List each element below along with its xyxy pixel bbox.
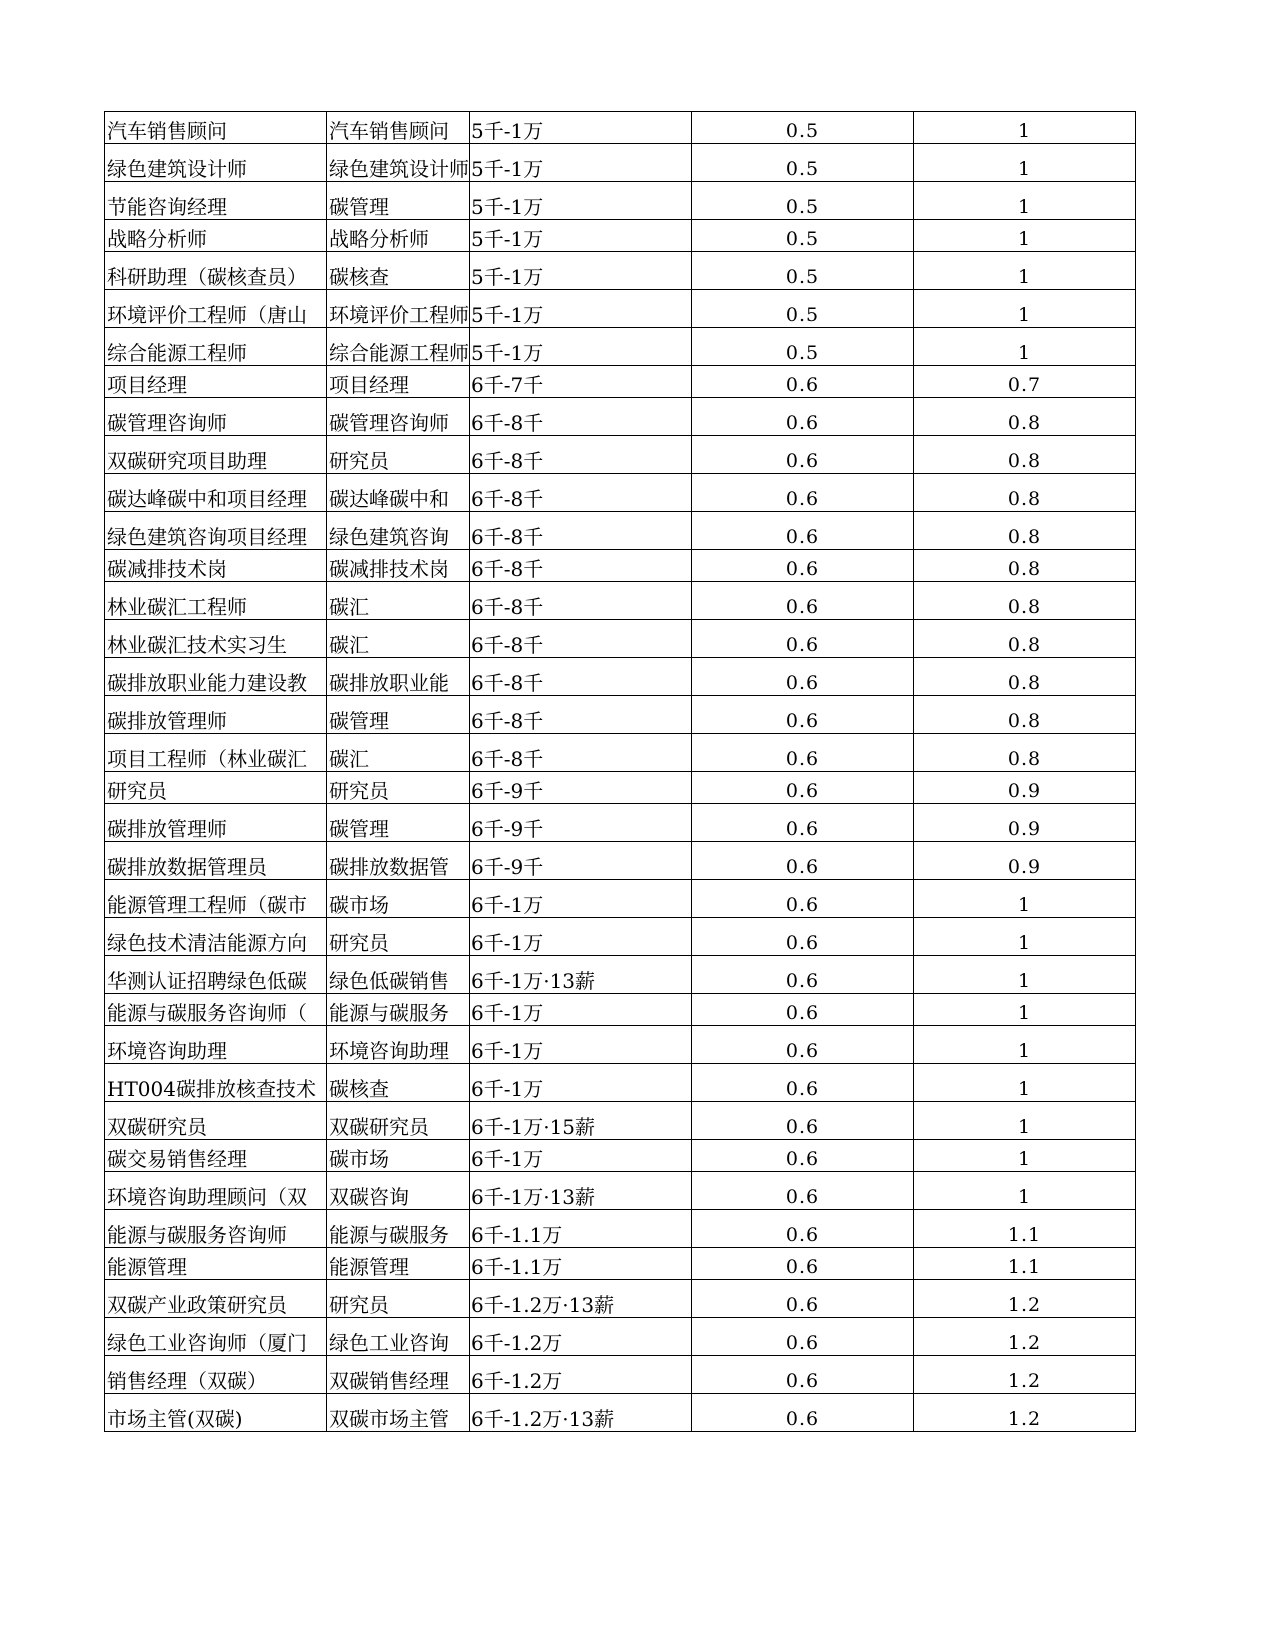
salary-range-cell: 6千-1万 — [470, 880, 692, 918]
category-cell: 绿色建筑设计师 — [327, 144, 470, 182]
salary-range-cell: 6千-8千 — [470, 658, 692, 696]
table-row — [105, 582, 1136, 620]
table-row — [105, 1102, 1136, 1140]
salary-range-cell: 6千-1万 — [470, 918, 692, 956]
salary-high-cell: 0.8 — [914, 474, 1136, 512]
category-cell: 能源与碳服务 — [327, 1210, 470, 1248]
salary-low-cell: 0.6 — [692, 842, 914, 880]
salary-range-cell: 6千-1.2万·13薪 — [470, 1394, 692, 1432]
job-title-cell: 能源管理 — [105, 1248, 327, 1280]
salary-low-cell: 0.5 — [692, 252, 914, 290]
category-cell: 汽车销售顾问 — [327, 112, 470, 144]
job-title-cell: 环境评价工程师（唐山 — [105, 290, 327, 328]
table-row — [105, 772, 1136, 804]
salary-high-cell: 1 — [914, 956, 1136, 994]
category-cell: 碳管理 — [327, 182, 470, 220]
salary-high-cell: 1 — [914, 1140, 1136, 1172]
salary-low-cell: 0.6 — [692, 658, 914, 696]
salary-low-cell: 0.6 — [692, 804, 914, 842]
salary-range-cell: 6千-1万·13薪 — [470, 1172, 692, 1210]
category-cell: 综合能源工程师 — [327, 328, 470, 366]
job-title-cell: 销售经理（双碳） — [105, 1356, 327, 1394]
table-row — [105, 880, 1136, 918]
salary-high-cell: 1 — [914, 880, 1136, 918]
salary-low-cell: 0.6 — [692, 696, 914, 734]
table-row — [105, 1394, 1136, 1432]
salary-range-cell: 6千-8千 — [470, 696, 692, 734]
job-title-cell: 绿色建筑设计师 — [105, 144, 327, 182]
table-row — [105, 956, 1136, 994]
salary-high-cell: 0.8 — [914, 436, 1136, 474]
salary-high-cell: 0.8 — [914, 734, 1136, 772]
category-cell: 碳管理 — [327, 696, 470, 734]
salary-range-cell: 6千-1.2万 — [470, 1356, 692, 1394]
table-row — [105, 290, 1136, 328]
job-title-cell: 碳管理咨询师 — [105, 398, 327, 436]
salary-low-cell: 0.6 — [692, 1102, 914, 1140]
job-title-cell: 双碳研究员 — [105, 1102, 327, 1140]
category-cell: 碳管理 — [327, 804, 470, 842]
table-row — [105, 328, 1136, 366]
salary-range-cell: 6千-1万 — [470, 1026, 692, 1064]
salary-range-cell: 6千-9千 — [470, 772, 692, 804]
job-title-cell: 市场主管(双碳) — [105, 1394, 327, 1432]
salary-low-cell: 0.6 — [692, 1394, 914, 1432]
salary-low-cell: 0.5 — [692, 112, 914, 144]
job-title-cell: 节能咨询经理 — [105, 182, 327, 220]
salary-low-cell: 0.6 — [692, 1280, 914, 1318]
salary-range-cell: 6千-8千 — [470, 620, 692, 658]
salary-low-cell: 0.6 — [692, 1026, 914, 1064]
category-cell: 绿色低碳销售 — [327, 956, 470, 994]
category-cell: 战略分析师 — [327, 220, 470, 252]
salary-low-cell: 0.6 — [692, 620, 914, 658]
job-title-cell: 碳排放管理师 — [105, 696, 327, 734]
salary-low-cell: 0.6 — [692, 1172, 914, 1210]
category-cell: 碳核查 — [327, 1064, 470, 1102]
salary-high-cell: 1 — [914, 112, 1136, 144]
table-row — [105, 512, 1136, 550]
job-title-cell: 项目工程师（林业碳汇 — [105, 734, 327, 772]
job-title-cell: 综合能源工程师 — [105, 328, 327, 366]
salary-range-cell: 6千-1.1万 — [470, 1210, 692, 1248]
salary-high-cell: 1.1 — [914, 1210, 1136, 1248]
category-cell: 碳管理咨询师 — [327, 398, 470, 436]
salary-low-cell: 0.5 — [692, 328, 914, 366]
job-title-cell: 碳减排技术岗 — [105, 550, 327, 582]
salary-range-cell: 6千-1.2万·13薪 — [470, 1280, 692, 1318]
category-cell: 环境咨询助理 — [327, 1026, 470, 1064]
salary-range-cell: 6千-8千 — [470, 436, 692, 474]
category-cell: 双碳咨询 — [327, 1172, 470, 1210]
job-title-cell: 双碳研究项目助理 — [105, 436, 327, 474]
table-row — [105, 182, 1136, 220]
job-title-cell: 碳排放管理师 — [105, 804, 327, 842]
salary-range-cell: 6千-8千 — [470, 474, 692, 512]
category-cell: 碳市场 — [327, 1140, 470, 1172]
salary-high-cell: 1 — [914, 220, 1136, 252]
salary-low-cell: 0.6 — [692, 550, 914, 582]
job-title-cell: 能源管理工程师（碳市 — [105, 880, 327, 918]
salary-low-cell: 0.6 — [692, 1248, 914, 1280]
job-title-cell: 华测认证招聘绿色低碳 — [105, 956, 327, 994]
salary-low-cell: 0.6 — [692, 398, 914, 436]
salary-low-cell: 0.6 — [692, 734, 914, 772]
table-row — [105, 220, 1136, 252]
salary-low-cell: 0.6 — [692, 366, 914, 398]
salary-high-cell: 1 — [914, 182, 1136, 220]
category-cell: 碳核查 — [327, 252, 470, 290]
category-cell: 碳达峰碳中和 — [327, 474, 470, 512]
salary-low-cell: 0.5 — [692, 144, 914, 182]
table-row — [105, 994, 1136, 1026]
salary-high-cell: 1 — [914, 994, 1136, 1026]
category-cell: 项目经理 — [327, 366, 470, 398]
table-row — [105, 366, 1136, 398]
salary-high-cell: 1.2 — [914, 1394, 1136, 1432]
salary-range-cell: 5千-1万 — [470, 182, 692, 220]
table-row — [105, 1210, 1136, 1248]
table-row — [105, 1318, 1136, 1356]
category-cell: 碳汇 — [327, 582, 470, 620]
salary-range-cell: 6千-7千 — [470, 366, 692, 398]
salary-table — [104, 111, 1136, 1432]
table-row — [105, 658, 1136, 696]
category-cell: 研究员 — [327, 918, 470, 956]
category-cell: 双碳市场主管 — [327, 1394, 470, 1432]
salary-range-cell: 6千-1万 — [470, 1140, 692, 1172]
table-row — [105, 398, 1136, 436]
category-cell: 研究员 — [327, 436, 470, 474]
job-title-cell: 碳排放数据管理员 — [105, 842, 327, 880]
table-body — [105, 112, 1136, 1432]
salary-range-cell: 6千-9千 — [470, 804, 692, 842]
salary-range-cell: 6千-1万·13薪 — [470, 956, 692, 994]
salary-low-cell: 0.6 — [692, 1140, 914, 1172]
job-title-cell: 项目经理 — [105, 366, 327, 398]
salary-high-cell: 0.8 — [914, 620, 1136, 658]
salary-high-cell: 0.8 — [914, 658, 1136, 696]
salary-high-cell: 1.2 — [914, 1356, 1136, 1394]
salary-low-cell: 0.6 — [692, 772, 914, 804]
salary-range-cell: 6千-8千 — [470, 550, 692, 582]
salary-range-cell: 5千-1万 — [470, 252, 692, 290]
salary-range-cell: 6千-1.2万 — [470, 1318, 692, 1356]
job-title-cell: HT004碳排放核查技术 — [105, 1064, 327, 1102]
salary-range-cell: 5千-1万 — [470, 290, 692, 328]
salary-high-cell: 1 — [914, 1172, 1136, 1210]
salary-low-cell: 0.6 — [692, 994, 914, 1026]
table-row — [105, 804, 1136, 842]
job-title-cell: 汽车销售顾问 — [105, 112, 327, 144]
job-title-cell: 研究员 — [105, 772, 327, 804]
salary-range-cell: 6千-1万 — [470, 1064, 692, 1102]
salary-high-cell: 0.7 — [914, 366, 1136, 398]
salary-high-cell: 1 — [914, 328, 1136, 366]
table-row — [105, 1026, 1136, 1064]
job-title-cell: 环境咨询助理顾问（双 — [105, 1172, 327, 1210]
salary-low-cell: 0.6 — [692, 582, 914, 620]
category-cell: 碳汇 — [327, 734, 470, 772]
category-cell: 研究员 — [327, 1280, 470, 1318]
category-cell: 碳市场 — [327, 880, 470, 918]
salary-high-cell: 1 — [914, 1026, 1136, 1064]
salary-range-cell: 6千-8千 — [470, 734, 692, 772]
job-title-cell: 林业碳汇技术实习生 — [105, 620, 327, 658]
salary-high-cell: 1 — [914, 1102, 1136, 1140]
salary-low-cell: 0.6 — [692, 918, 914, 956]
salary-high-cell: 1 — [914, 290, 1136, 328]
job-title-cell: 绿色工业咨询师（厦门 — [105, 1318, 327, 1356]
salary-high-cell: 0.9 — [914, 842, 1136, 880]
salary-range-cell: 6千-1万 — [470, 994, 692, 1026]
salary-low-cell: 0.6 — [692, 512, 914, 550]
salary-high-cell: 1 — [914, 252, 1136, 290]
category-cell: 碳减排技术岗 — [327, 550, 470, 582]
salary-low-cell: 0.5 — [692, 182, 914, 220]
salary-high-cell: 0.8 — [914, 550, 1136, 582]
salary-range-cell: 5千-1万 — [470, 220, 692, 252]
category-cell: 环境评价工程师 — [327, 290, 470, 328]
salary-low-cell: 0.6 — [692, 1064, 914, 1102]
table-row — [105, 734, 1136, 772]
salary-high-cell: 0.9 — [914, 804, 1136, 842]
salary-low-cell: 0.6 — [692, 880, 914, 918]
category-cell: 能源与碳服务 — [327, 994, 470, 1026]
table-row — [105, 1356, 1136, 1394]
salary-low-cell: 0.6 — [692, 474, 914, 512]
table-row — [105, 474, 1136, 512]
table-row — [105, 696, 1136, 734]
table-row — [105, 436, 1136, 474]
table-row — [105, 620, 1136, 658]
salary-range-cell: 6千-9千 — [470, 842, 692, 880]
salary-range-cell: 5千-1万 — [470, 328, 692, 366]
salary-range-cell: 5千-1万 — [470, 144, 692, 182]
salary-high-cell: 1 — [914, 918, 1136, 956]
job-title-cell: 科研助理（碳核查员） — [105, 252, 327, 290]
table-row — [105, 1140, 1136, 1172]
category-cell: 双碳销售经理 — [327, 1356, 470, 1394]
table-row — [105, 252, 1136, 290]
salary-low-cell: 0.5 — [692, 220, 914, 252]
job-title-cell: 能源与碳服务咨询师 — [105, 1210, 327, 1248]
table-row — [105, 112, 1136, 144]
salary-range-cell: 6千-1.1万 — [470, 1248, 692, 1280]
job-title-cell: 绿色技术清洁能源方向 — [105, 918, 327, 956]
category-cell: 双碳研究员 — [327, 1102, 470, 1140]
table-row — [105, 1248, 1136, 1280]
category-cell: 能源管理 — [327, 1248, 470, 1280]
salary-high-cell: 0.8 — [914, 512, 1136, 550]
salary-range-cell: 6千-1万·15薪 — [470, 1102, 692, 1140]
salary-low-cell: 0.6 — [692, 436, 914, 474]
salary-low-cell: 0.6 — [692, 1318, 914, 1356]
table-row — [105, 550, 1136, 582]
salary-low-cell: 0.6 — [692, 1210, 914, 1248]
salary-range-cell: 6千-8千 — [470, 582, 692, 620]
category-cell: 碳排放职业能 — [327, 658, 470, 696]
category-cell: 绿色建筑咨询 — [327, 512, 470, 550]
job-title-cell: 战略分析师 — [105, 220, 327, 252]
job-title-cell: 碳达峰碳中和项目经理 — [105, 474, 327, 512]
salary-low-cell: 0.5 — [692, 290, 914, 328]
category-cell: 研究员 — [327, 772, 470, 804]
category-cell: 碳汇 — [327, 620, 470, 658]
salary-high-cell: 1 — [914, 1064, 1136, 1102]
table-row — [105, 842, 1136, 880]
salary-high-cell: 0.9 — [914, 772, 1136, 804]
salary-high-cell: 0.8 — [914, 398, 1136, 436]
salary-range-cell: 6千-8千 — [470, 398, 692, 436]
table-row — [105, 1280, 1136, 1318]
table-row — [105, 144, 1136, 182]
table-row — [105, 1172, 1136, 1210]
salary-high-cell: 1.1 — [914, 1248, 1136, 1280]
job-title-cell: 双碳产业政策研究员 — [105, 1280, 327, 1318]
category-cell: 碳排放数据管 — [327, 842, 470, 880]
job-title-cell: 环境咨询助理 — [105, 1026, 327, 1064]
job-title-cell: 能源与碳服务咨询师（ — [105, 994, 327, 1026]
job-title-cell: 碳交易销售经理 — [105, 1140, 327, 1172]
salary-range-cell: 5千-1万 — [470, 112, 692, 144]
job-title-cell: 林业碳汇工程师 — [105, 582, 327, 620]
job-title-cell: 绿色建筑咨询项目经理 — [105, 512, 327, 550]
salary-low-cell: 0.6 — [692, 1356, 914, 1394]
job-title-cell: 碳排放职业能力建设教 — [105, 658, 327, 696]
salary-high-cell: 1 — [914, 144, 1136, 182]
salary-range-cell: 6千-8千 — [470, 512, 692, 550]
salary-high-cell: 1.2 — [914, 1280, 1136, 1318]
salary-high-cell: 0.8 — [914, 582, 1136, 620]
category-cell: 绿色工业咨询 — [327, 1318, 470, 1356]
table-row — [105, 918, 1136, 956]
salary-low-cell: 0.6 — [692, 956, 914, 994]
salary-high-cell: 0.8 — [914, 696, 1136, 734]
table-row — [105, 1064, 1136, 1102]
salary-high-cell: 1.2 — [914, 1318, 1136, 1356]
